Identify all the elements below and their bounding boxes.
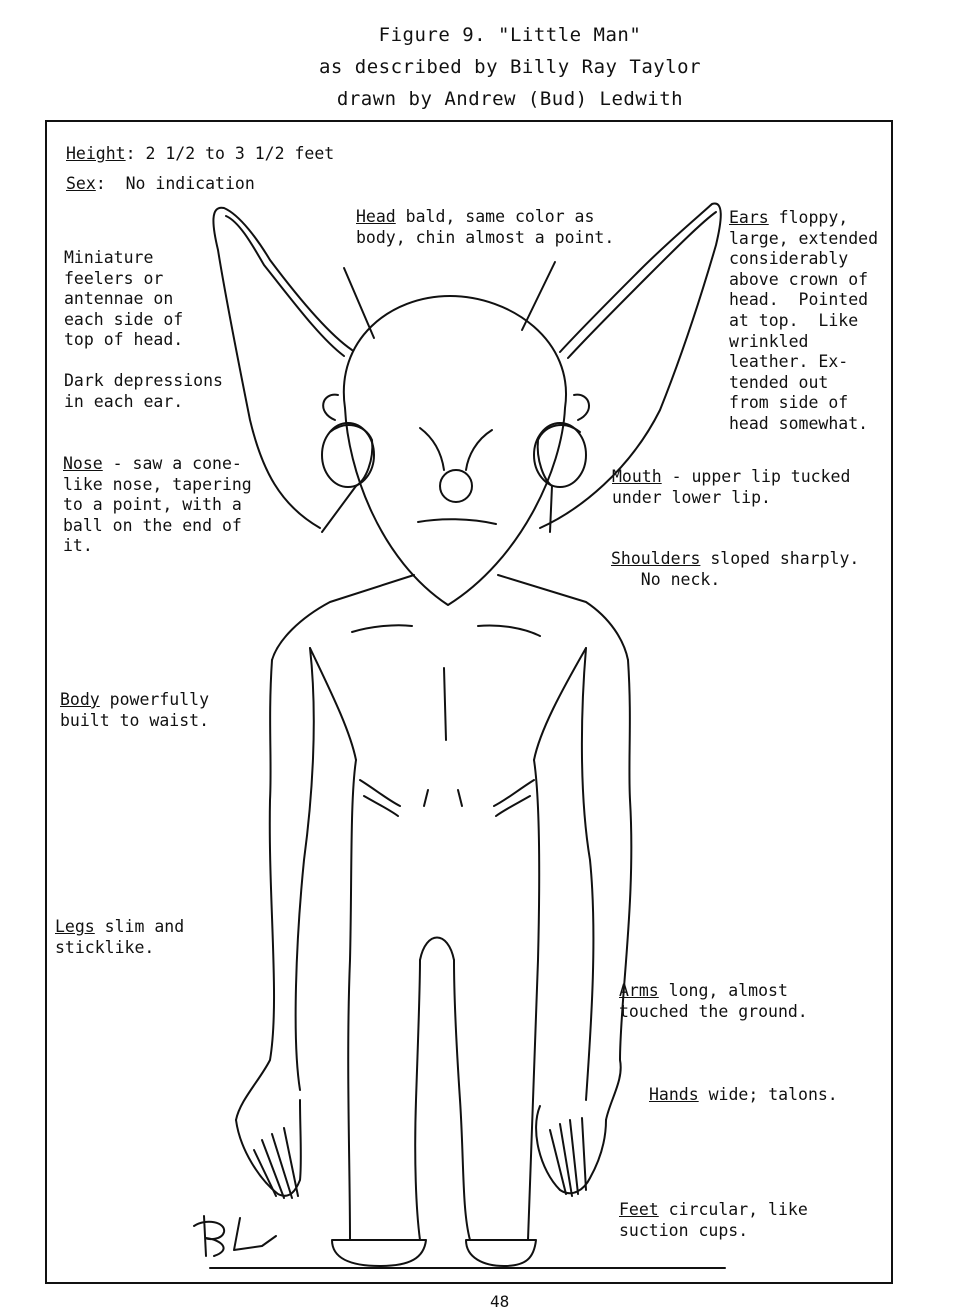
note-antennae: Miniature feelers or antennae on each side of top of head. xyxy=(64,248,184,350)
left-antenna xyxy=(344,268,374,338)
note-mouth-text: - upper lip tucked under lower lip. xyxy=(612,467,851,507)
left-arm-inner xyxy=(296,648,314,1090)
note-feet xyxy=(619,1200,808,1241)
figure-subtitle-described: as described by Billy Ray Taylor xyxy=(318,56,702,78)
note-arms xyxy=(619,981,808,1022)
left-leg-inner xyxy=(415,960,420,1240)
note-sex-text: : No indication xyxy=(95,174,255,193)
note-legs-key: Legs xyxy=(55,917,95,936)
left-chest xyxy=(310,648,356,760)
right-chest xyxy=(534,648,586,760)
note-hands-text: wide; talons. xyxy=(698,1085,838,1104)
left-ear-stalk xyxy=(322,486,356,532)
right-shoulder xyxy=(498,575,628,660)
right-antenna xyxy=(522,262,555,330)
sternum xyxy=(444,668,446,740)
note-height-key: Height xyxy=(66,144,126,163)
right-abs xyxy=(458,790,462,806)
note-hands-key: Hands xyxy=(649,1085,699,1104)
crotch xyxy=(420,938,454,961)
left-collarbone xyxy=(352,625,412,632)
figure-subtitle-drawn: drawn by Andrew (Bud) Ledwith xyxy=(336,88,684,110)
note-depressions: Dark depressions in each ear. xyxy=(64,371,223,411)
note-sex xyxy=(66,174,255,195)
right-leg xyxy=(528,760,539,1240)
note-head xyxy=(356,207,614,248)
left-brow xyxy=(420,428,444,470)
mouth xyxy=(418,519,496,524)
note-height-text: : 2 1/2 to 3 1/2 feet xyxy=(125,144,335,163)
right-ribs xyxy=(494,780,534,816)
note-mouth xyxy=(612,467,850,508)
left-arm xyxy=(236,660,274,1120)
left-leg xyxy=(348,760,356,1240)
left-talons xyxy=(254,1128,298,1198)
note-arms-text: long, almost touched the ground. xyxy=(619,981,808,1021)
note-head-key: Head xyxy=(356,207,396,226)
left-ear-inner-line xyxy=(226,216,344,356)
note-ears-text: floppy, large, extended considerably above crown of head. Pointed at top. Like wrinkled leather. Ex- tended out from side of head somewhat. xyxy=(729,208,879,433)
note-feet-text: circular, like suction cups. xyxy=(619,1200,808,1240)
left-ribs xyxy=(360,780,400,816)
left-head-bump xyxy=(323,395,338,420)
note-body-text: powerfully built to waist. xyxy=(60,690,210,730)
note-shoulders-key: Shoulders xyxy=(611,549,701,568)
note-ears-key: Ears xyxy=(729,208,769,227)
note-legs xyxy=(55,917,184,958)
note-height xyxy=(66,144,334,165)
right-ear-stalk xyxy=(550,486,552,532)
note-ears xyxy=(729,208,878,435)
note-feet-key: Feet xyxy=(619,1200,659,1219)
left-foot xyxy=(332,1240,426,1266)
right-arm xyxy=(606,660,631,1120)
left-abs xyxy=(424,790,428,806)
note-nose-text: - saw a cone- like nose, tapering to a point, with a ball on the end of it. xyxy=(63,454,252,556)
right-head-bump xyxy=(574,395,589,420)
right-hand xyxy=(536,1106,606,1193)
note-shoulders-text: sloped sharply. No neck. xyxy=(640,549,860,589)
signature-mark xyxy=(194,1216,276,1256)
right-brow xyxy=(466,430,492,470)
right-foot xyxy=(466,1240,536,1266)
note-body xyxy=(60,690,209,731)
note-nose-key: Nose xyxy=(63,454,103,473)
note-body-key: Body xyxy=(60,690,100,709)
left-shoulder xyxy=(272,575,414,660)
note-legs-text: slim and sticklike. xyxy=(55,917,185,957)
right-leg-inner xyxy=(454,960,470,1240)
note-nose xyxy=(63,454,252,557)
note-hands xyxy=(649,1085,838,1106)
right-arm-inner xyxy=(582,648,594,1100)
page-number: 48 xyxy=(490,1292,510,1311)
note-arms-key: Arms xyxy=(619,981,659,1000)
note-sex-key: Sex xyxy=(66,174,96,193)
note-head-text: bald, same color as body, chin almost a point. xyxy=(356,207,615,247)
head-outline xyxy=(344,296,566,605)
right-ear-ridge xyxy=(538,425,580,486)
right-collarbone xyxy=(478,625,540,636)
nose-ball xyxy=(440,470,472,502)
note-mouth-key: Mouth xyxy=(612,467,662,486)
figure-title: Figure 9. "Little Man" xyxy=(378,24,642,46)
note-shoulders xyxy=(611,549,859,590)
